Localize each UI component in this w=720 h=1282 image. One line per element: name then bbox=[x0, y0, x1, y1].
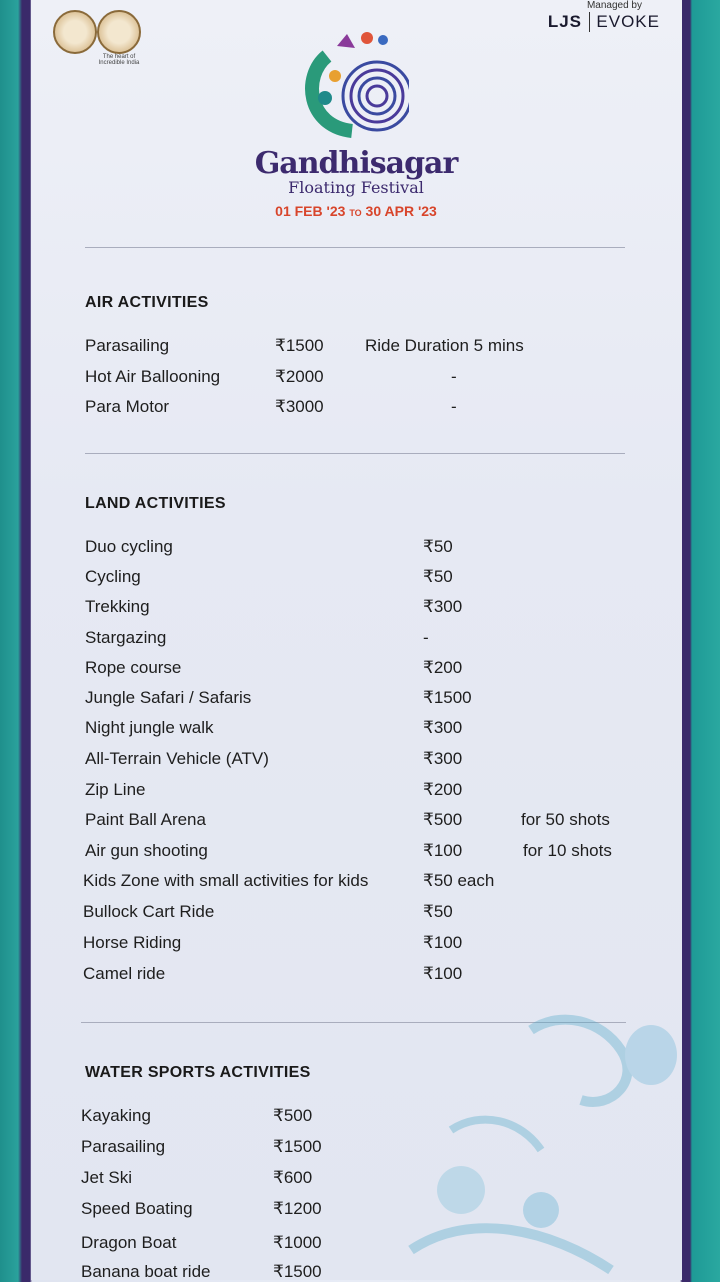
activity-name: All-Terrain Vehicle (ATV) bbox=[85, 749, 269, 768]
activity-name: Parasailing bbox=[81, 1137, 166, 1156]
festival-title: Gandhisagar bbox=[254, 146, 458, 181]
state-emblem-icon bbox=[53, 10, 97, 54]
activity-name: Kids Zone with small activities for kids bbox=[83, 871, 369, 890]
activity-price: ₹300 bbox=[423, 718, 463, 737]
air-activities-heading: AIR ACTIVITIES bbox=[85, 294, 209, 311]
activity-name: Horse Riding bbox=[83, 933, 182, 952]
managed-by-label: Managed by bbox=[586, 0, 642, 11]
activity-note: - bbox=[451, 367, 457, 386]
activity-price: ₹50 bbox=[423, 537, 453, 556]
date-start: 01 FEB '23 bbox=[275, 203, 346, 219]
festival-swirl-logo-icon bbox=[297, 26, 409, 146]
activity-name: Hot Air Ballooning bbox=[85, 367, 221, 386]
activity-price: ₹50 bbox=[423, 902, 453, 921]
activity-price: ₹300 bbox=[423, 597, 463, 616]
activity-price: ₹50 each bbox=[423, 871, 495, 890]
activity-name: Dragon Boat bbox=[81, 1233, 177, 1252]
activity-price: ₹2000 bbox=[275, 367, 324, 386]
tourism-emblem-icon bbox=[97, 10, 141, 54]
emblem-caption: The heart of Incredible India bbox=[98, 54, 140, 66]
activity-price: ₹200 bbox=[423, 658, 463, 677]
activity-price: ₹100 bbox=[423, 933, 463, 952]
activity-name: Paint Ball Arena bbox=[85, 810, 206, 829]
activity-price: ₹1500 bbox=[273, 1262, 322, 1281]
activity-name: Stargazing bbox=[85, 628, 167, 647]
activity-name: Air gun shooting bbox=[85, 841, 208, 860]
activity-price: ₹600 bbox=[273, 1168, 313, 1187]
activity-name: Rope course bbox=[85, 658, 182, 677]
date-to: TO bbox=[349, 208, 362, 218]
ljs-logo: LJS bbox=[547, 12, 582, 31]
activity-price: ₹100 bbox=[423, 841, 463, 860]
activity-name: Jungle Safari / Safaris bbox=[85, 688, 252, 707]
activity-price: - bbox=[423, 628, 429, 647]
activity-name: Camel ride bbox=[83, 964, 166, 983]
activity-name: Zip Line bbox=[85, 780, 146, 799]
activity-price: ₹500 bbox=[273, 1106, 313, 1125]
activity-price: ₹3000 bbox=[275, 397, 324, 416]
activity-name: Trekking bbox=[85, 597, 150, 616]
activity-price: ₹1200 bbox=[273, 1199, 322, 1218]
activity-note: - bbox=[451, 397, 457, 416]
activity-name: Parasailing bbox=[85, 336, 170, 355]
land-activities-heading: LAND ACTIVITIES bbox=[85, 495, 226, 512]
activity-note: for 50 shots bbox=[521, 810, 610, 829]
activity-price: ₹1500 bbox=[275, 336, 324, 355]
activity-price: ₹1000 bbox=[273, 1233, 322, 1252]
activity-price: ₹200 bbox=[423, 780, 463, 799]
evoke-logo: EVOKE bbox=[589, 12, 660, 32]
activity-price: ₹300 bbox=[423, 749, 463, 768]
activity-name: Bullock Cart Ride bbox=[83, 902, 215, 921]
activity-note: for 10 shots bbox=[523, 841, 612, 860]
activity-price: ₹50 bbox=[423, 567, 453, 586]
activity-note: Ride Duration 5 mins bbox=[365, 336, 524, 355]
activity-name: Night jungle walk bbox=[85, 718, 214, 737]
activity-name: Kayaking bbox=[81, 1106, 151, 1125]
activity-name: Cycling bbox=[85, 567, 141, 586]
activity-price: ₹100 bbox=[423, 964, 463, 983]
festival-banner bbox=[31, 0, 682, 1280]
activity-name: Para Motor bbox=[85, 397, 170, 416]
festival-subtitle: Floating Festival bbox=[288, 178, 424, 197]
activity-name: Speed Boating bbox=[81, 1199, 193, 1218]
festival-watermark-icon bbox=[391, 1010, 691, 1280]
divider-air bbox=[85, 453, 625, 454]
activity-price: ₹1500 bbox=[273, 1137, 322, 1156]
activity-name: Banana boat ride bbox=[81, 1262, 211, 1281]
festival-dates bbox=[231, 203, 481, 219]
divider-top bbox=[85, 247, 625, 248]
water-activities-heading: WATER SPORTS ACTIVITIES bbox=[85, 1064, 311, 1081]
date-end: 30 APR '23 bbox=[365, 203, 437, 219]
activity-price: ₹500 bbox=[423, 810, 463, 829]
activity-name: Jet Ski bbox=[81, 1168, 133, 1187]
activity-name: Duo cycling bbox=[85, 537, 173, 556]
activity-price: ₹1500 bbox=[423, 688, 472, 707]
